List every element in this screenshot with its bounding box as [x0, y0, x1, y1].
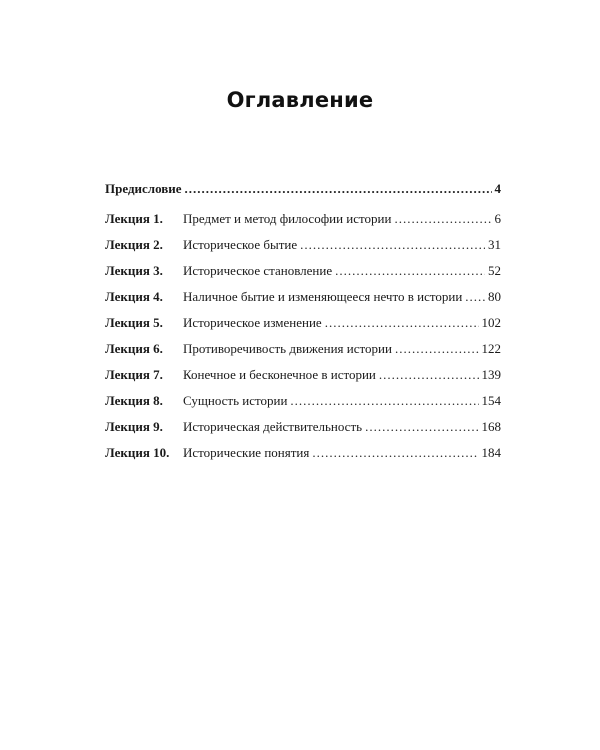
toc-entry-title: Историческое бытие — [183, 237, 298, 252]
dot-leader — [290, 392, 478, 410]
dot-leader — [335, 262, 485, 280]
dot-leader — [395, 340, 479, 358]
toc-entry-number: Лекция 1. — [105, 211, 163, 226]
dot-leader — [185, 180, 492, 198]
toc-entry-page: 168 — [481, 419, 501, 434]
dot-leader — [394, 210, 491, 228]
toc-entry-title: Историческое становление — [183, 263, 333, 278]
toc-entry-page: 122 — [481, 341, 501, 356]
toc-entry-title: Конечное и бесконечное в истории — [183, 367, 376, 382]
toc-entry-title: Историческое изменение — [183, 315, 322, 330]
toc-entry-title: Наличное бытие и изменяющееся нечто в истории — [183, 289, 463, 304]
toc-entry-preface[interactable] — [105, 180, 501, 206]
table-of-contents — [105, 180, 501, 470]
toc-entry-page: 139 — [481, 367, 501, 382]
dot-leader — [300, 236, 485, 254]
toc-entry[interactable] — [105, 210, 501, 236]
toc-entry-number: Лекция 7. — [105, 367, 163, 382]
toc-entry-page: 52 — [488, 263, 501, 278]
dot-leader — [379, 366, 479, 384]
toc-entry[interactable] — [105, 288, 501, 314]
toc-entry-number: Лекция 6. — [105, 341, 163, 356]
toc-entry-page: 31 — [488, 237, 501, 252]
toc-entry-title: Сущность истории — [183, 393, 288, 408]
toc-entry-number: Лекция 4. — [105, 289, 163, 304]
toc-entry[interactable] — [105, 418, 501, 444]
toc-entry-title: Противоречивость движения истории — [183, 341, 392, 356]
toc-entry-title: Историческая действительность — [183, 419, 363, 434]
toc-entry-title: Исторические понятия — [183, 445, 310, 460]
toc-entry[interactable] — [105, 236, 501, 262]
dot-leader — [465, 288, 485, 306]
toc-entry-page: 80 — [488, 289, 501, 304]
toc-entry-page: 154 — [481, 393, 501, 408]
toc-entry[interactable] — [105, 444, 501, 470]
toc-entry[interactable] — [105, 340, 501, 366]
toc-entry-number: Лекция 3. — [105, 263, 163, 278]
toc-entry[interactable] — [105, 262, 501, 288]
toc-entry-title: Предмет и метод философии истории — [183, 211, 392, 226]
toc-entry-page: 184 — [481, 445, 501, 460]
dot-leader — [312, 444, 478, 462]
toc-entry-page: 102 — [481, 315, 501, 330]
toc-entry-title: Предисловие — [105, 181, 182, 196]
toc-entry-number: Лекция 8. — [105, 393, 163, 408]
dot-leader — [325, 314, 479, 332]
toc-entry-page: 6 — [494, 211, 501, 226]
toc-entry[interactable] — [105, 314, 501, 340]
toc-entry-number: Лекция 2. — [105, 237, 163, 252]
toc-entry-number: Лекция 9. — [105, 419, 163, 434]
toc-entry-number: Лекция 10. — [105, 445, 170, 460]
toc-entry[interactable] — [105, 366, 501, 392]
toc-entry-page: 4 — [494, 181, 501, 196]
page-title: Оглавление — [226, 88, 374, 112]
toc-entry-number: Лекция 5. — [105, 315, 163, 330]
toc-entry[interactable] — [105, 392, 501, 418]
dot-leader — [365, 418, 478, 436]
